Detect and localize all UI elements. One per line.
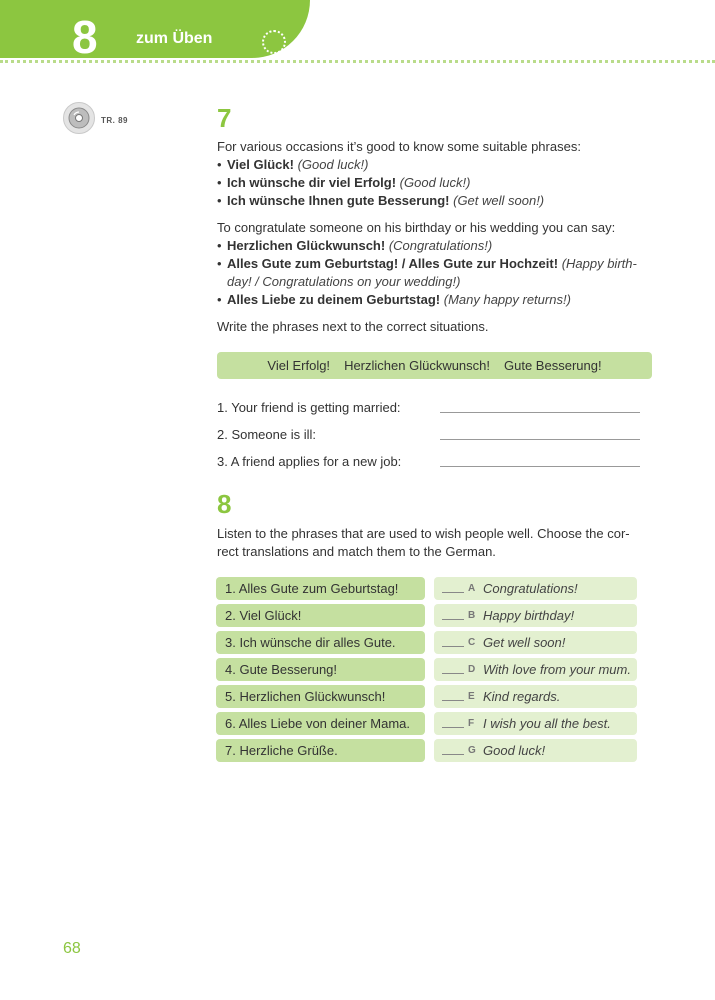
translation-text: Good luck! (483, 743, 546, 758)
german-phrase: 7. Herzliche Grüße. (216, 739, 425, 762)
answer-blank[interactable] (442, 727, 464, 728)
option-letter: C (468, 637, 476, 648)
translation-option (434, 685, 637, 708)
exercise-8-number: 8 (217, 489, 232, 519)
answer-blank[interactable] (442, 619, 464, 620)
option-letter: B (468, 610, 476, 621)
translation-option (434, 739, 637, 762)
answer-blank[interactable] (442, 700, 464, 701)
translation-text: Kind regards. (483, 689, 561, 704)
answer-line-3[interactable] (440, 466, 640, 467)
exercise-7-number: 7 (217, 103, 232, 133)
exercise-8-instruction: Listen to the phrases that are used to wish people well. Choose the cor- rect translations and match them to the German. (217, 526, 630, 559)
word-bank-item: Gute Besserung! (504, 358, 602, 373)
german-phrase: 1. Alles Gute zum Geburtstag! (216, 577, 425, 600)
translation-option (434, 712, 637, 735)
option-letter: A (468, 583, 476, 594)
phrase-item: • Ich wünsche Ihnen gute Besserung! (Get well soon!) (217, 193, 545, 208)
translation-text: Congratulations! (483, 581, 578, 596)
congrats-intro: To congratulate someone on his birthday or his wedding you can say: (217, 220, 616, 235)
option-letter: E (468, 691, 475, 702)
answer-blank[interactable] (442, 673, 464, 674)
phrase-item: • Ich wünsche dir viel Erfolg! (Good luck!) (217, 175, 471, 190)
option-letter: G (468, 745, 476, 756)
german-phrase: 5. Herzlichen Glückwunsch! (216, 685, 425, 708)
track-label: TR. 89 (101, 116, 129, 125)
answer-blank[interactable] (442, 592, 464, 593)
answer-blank[interactable] (442, 646, 464, 647)
answer-line-2[interactable] (440, 439, 640, 440)
situation-2: 2. Someone is ill: (217, 427, 316, 442)
translation-text: Happy birthday! (483, 608, 575, 623)
intro-text: For various occasions it’s good to know some suitable phrases: (217, 139, 581, 154)
chapter-number: 8 (72, 11, 98, 63)
word-bank-item: Herzlichen Glückwunsch! (344, 358, 491, 373)
option-letter: D (468, 664, 476, 675)
translation-text: Get well soon! (483, 635, 566, 650)
word-bank (217, 352, 652, 379)
translation-text: I wish you all the best. (483, 716, 611, 731)
german-phrase: 6. Alles Liebe von deiner Mama. (216, 712, 425, 735)
header-divider (0, 60, 715, 63)
situation-3: 3. A friend applies for a new job: (217, 454, 402, 469)
situation-1: 1. Your friend is getting married: (217, 400, 401, 415)
german-phrase: 4. Gute Besserung! (216, 658, 425, 681)
page-number: 68 (63, 940, 81, 957)
chapter-title: zum Üben (136, 30, 213, 47)
translation-option (434, 604, 637, 627)
word-bank-item: Viel Erfolg! (267, 358, 331, 373)
congrats-item: • Alles Gute zum Geburtstag! / Alles Gute zur Hochzeit! (Happy birth- day! / Congratulations on your wedding!) (217, 256, 637, 289)
phrase-item: • Viel Glück! (Good luck!) (217, 157, 369, 172)
cd-icon[interactable] (63, 102, 95, 134)
translation-option (434, 631, 637, 654)
chapter-header (0, 0, 310, 63)
translation-text: With love from your mum. (483, 662, 631, 677)
decorative-circle-icon (262, 30, 286, 54)
congrats-item: • Alles Liebe zu deinem Geburtstag! (Many happy returns!) (217, 292, 571, 307)
congrats-item: • Herzlichen Glückwunsch! (Congratulations!) (217, 238, 493, 253)
translation-option (434, 577, 637, 600)
answer-line-1[interactable] (440, 412, 640, 413)
german-phrase: 3. Ich wünsche dir alles Gute. (216, 631, 425, 654)
option-letter: F (468, 718, 475, 729)
exercise-7-instruction: Write the phrases next to the correct situations. (217, 319, 489, 334)
german-phrase: 2. Viel Glück! (216, 604, 425, 627)
exercise-7-text (217, 138, 657, 336)
translation-option (434, 658, 637, 681)
answer-blank[interactable] (442, 754, 464, 755)
